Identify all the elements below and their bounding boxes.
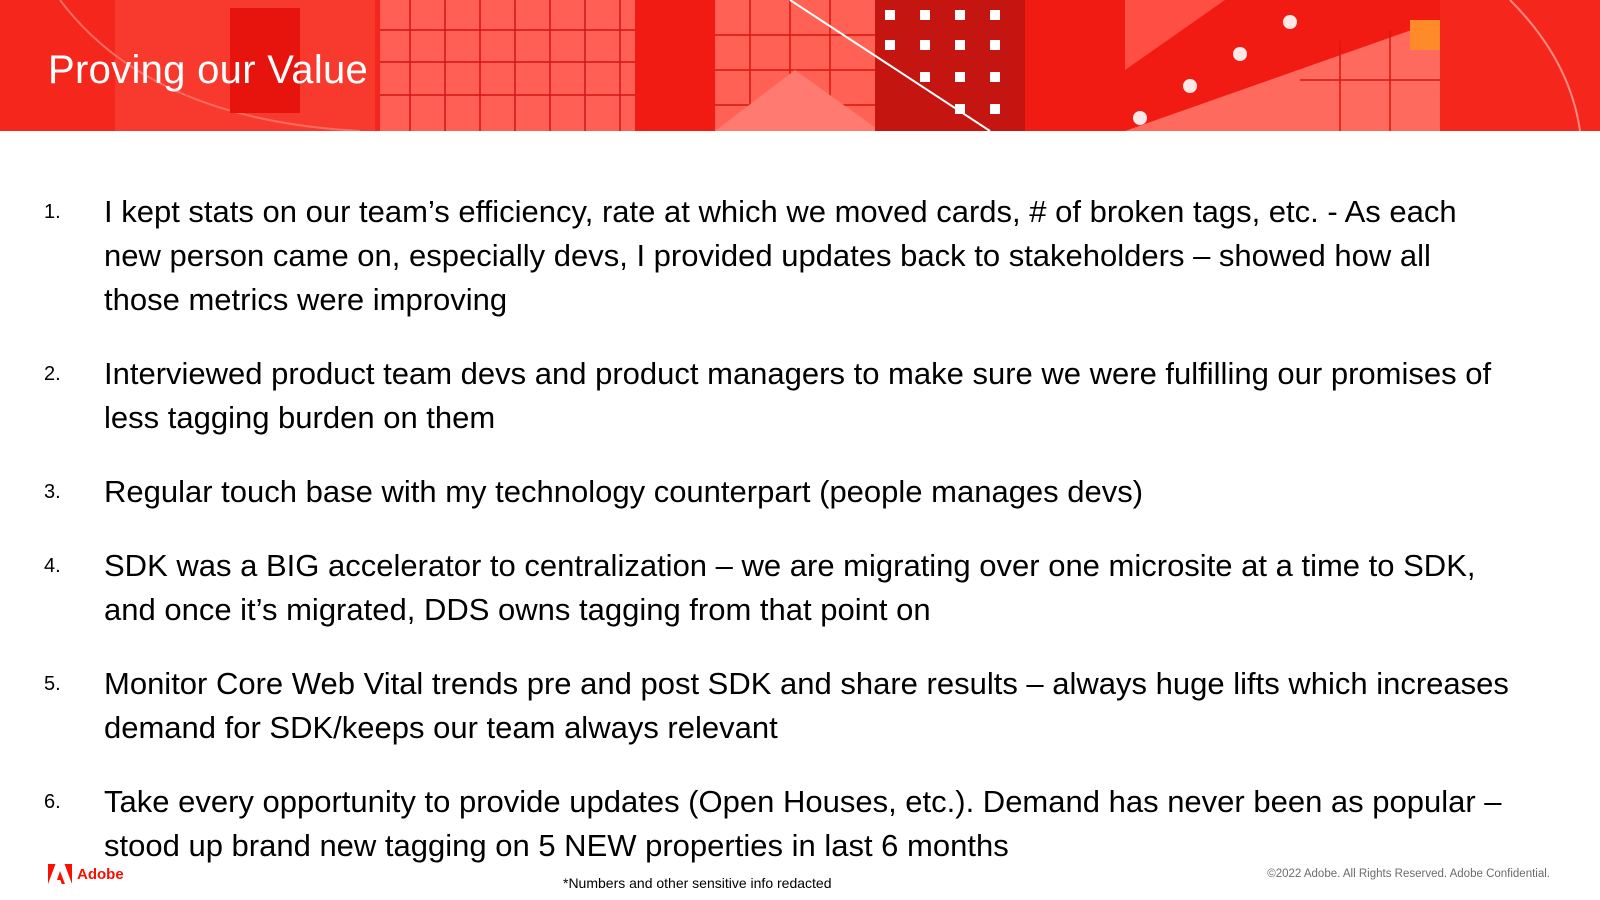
item-text: I kept stats on our team’s efficiency, rate at which we moved cards, # of broken tags, etc. - As each new person came on, especially devs, I provided updates back to stakeholders – showed how all those metrics were improving — [104, 194, 1457, 317]
item-number: 1. — [44, 201, 61, 223]
item-number: 3. — [44, 481, 61, 503]
item-text: Interviewed product team devs and product managers to make sure we were fulfilling our promises of less tagging burden on them — [104, 356, 1492, 435]
list-item — [0, 662, 1600, 780]
item-text: SDK was a BIG accelerator to centralization – we are migrating over one microsite at a time to SDK, and once it’s migrated, DDS owns tagging from that point on — [104, 548, 1476, 627]
adobe-logo-icon — [48, 864, 72, 884]
list-item — [0, 470, 1600, 544]
footer-logo — [48, 863, 124, 885]
content-list — [0, 190, 1600, 868]
header-banner — [0, 0, 1600, 131]
item-number: 2. — [44, 363, 61, 385]
logo-text: Adobe — [77, 865, 124, 883]
page-title: Proving our Value — [48, 48, 369, 92]
item-text: Regular touch base with my technology counterpart (people manages devs) — [104, 474, 1144, 509]
list-item — [0, 190, 1600, 352]
item-number: 4. — [44, 555, 61, 577]
item-number: 5. — [44, 673, 61, 695]
list-item — [0, 544, 1600, 662]
item-text: Take every opportunity to provide updates (Open Houses, etc.). Demand has never been as popular – stood up brand new tagging on 5 NEW properties in last 6 months — [104, 784, 1502, 863]
item-number: 6. — [44, 791, 61, 813]
list-item — [0, 352, 1600, 470]
list-item — [0, 780, 1600, 868]
copyright: ©2022 Adobe. All Rights Reserved. Adobe Confidential. — [1267, 868, 1550, 880]
footnote: *Numbers and other sensitive info redacted — [563, 875, 832, 891]
item-text: Monitor Core Web Vital trends pre and post SDK and share results – always huge lifts which increases demand for SDK/keeps our team always relevant — [104, 666, 1509, 745]
